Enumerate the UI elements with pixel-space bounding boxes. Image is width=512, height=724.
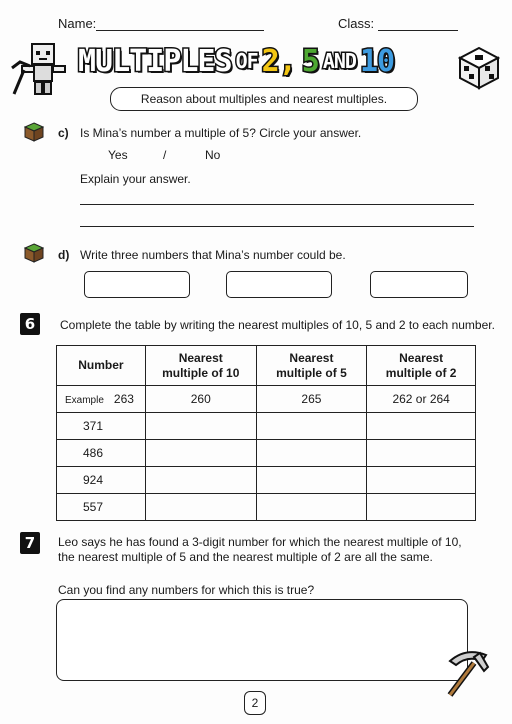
name-field[interactable] (96, 30, 264, 31)
question-6-badge: 6 (20, 313, 40, 335)
example-nearest-10: 260 (145, 386, 256, 413)
answer-box-3[interactable] (370, 271, 468, 298)
page-title (78, 42, 394, 80)
question-c-letter: c) (58, 126, 69, 140)
number-cell: 486 (57, 440, 146, 467)
number-cell: 924 (57, 467, 146, 494)
grass-block-icon (24, 243, 44, 263)
question-7-badge: 7 (20, 532, 40, 554)
cube-icon (458, 46, 500, 90)
table-header-row (57, 346, 476, 386)
question-d-letter: d) (58, 248, 70, 262)
title-number-10: 10 (359, 43, 395, 79)
answer-line-2[interactable] (80, 226, 474, 227)
title-word-of: OF (235, 49, 258, 73)
title-word-and: AND (322, 49, 356, 73)
pickaxe-icon (444, 647, 490, 699)
class-field[interactable] (378, 30, 458, 31)
table-row (57, 440, 476, 467)
example-nearest-2: 262 or 264 (367, 386, 476, 413)
answer-cell-nearest-2[interactable] (367, 413, 476, 440)
example-number-cell: Example 263 (57, 386, 146, 413)
answer-cell-nearest-5[interactable] (256, 467, 367, 494)
answer-separator: / (163, 148, 167, 162)
answer-cell-nearest-5[interactable] (256, 494, 367, 521)
column-header-nearest-10: Nearest multiple of 10 (145, 346, 256, 386)
question-d-text: Write three numbers that Mina’s number could be. (80, 248, 346, 262)
answer-cell-nearest-5[interactable] (256, 413, 367, 440)
answer-cell-nearest-2[interactable] (367, 440, 476, 467)
number-cell: 557 (57, 494, 146, 521)
answer-cell-nearest-10[interactable] (145, 494, 256, 521)
column-header-nearest-2: Nearest multiple of 2 (367, 346, 476, 386)
answer-cell-nearest-5[interactable] (256, 440, 367, 467)
question-c-text: Is Mina’s number a multiple of 5? Circle your answer. (80, 126, 362, 140)
answer-line-1[interactable] (80, 204, 474, 205)
answer-box-1[interactable] (84, 271, 190, 298)
table-row-example (57, 386, 476, 413)
table-row (57, 467, 476, 494)
question-7-text: Leo says he has found a 3-digit number for which the nearest multiple of 10, the nearest multiple of 5 and the nearest multiple of 2 are all the same. (58, 535, 462, 564)
answer-cell-nearest-10[interactable] (145, 440, 256, 467)
number-cell: 371 (57, 413, 146, 440)
class-label: Class: (338, 16, 375, 31)
answer-yes[interactable]: Yes (108, 148, 128, 162)
answer-cell-nearest-10[interactable] (145, 413, 256, 440)
answer-cell-nearest-10[interactable] (145, 467, 256, 494)
title-number-5: 5 (301, 43, 319, 79)
name-label: Name: (58, 16, 97, 31)
subtitle-banner: Reason about multiples and nearest multiples. (110, 87, 418, 111)
table-row (57, 494, 476, 521)
grass-block-icon (24, 122, 44, 142)
question-6-text: Complete the table by writing the nearest multiples of 10, 5 and 2 to each number. (60, 318, 495, 332)
table-row (57, 413, 476, 440)
question-7-prompt: Can you find any numbers for which this is true? (58, 583, 315, 597)
answer-cell-nearest-2[interactable] (367, 467, 476, 494)
example-nearest-5: 265 (256, 386, 367, 413)
answer-no[interactable]: No (205, 148, 221, 162)
column-header-number: Number (57, 346, 146, 386)
question-7-answer-box[interactable] (56, 599, 468, 681)
page-number: 2 (244, 691, 266, 715)
title-word-multiples: MULTIPLES (78, 43, 232, 79)
column-header-nearest-5: Nearest multiple of 5 (256, 346, 367, 386)
title-number-2: 2, (261, 43, 296, 79)
multiples-table (56, 345, 476, 521)
answer-cell-nearest-2[interactable] (367, 494, 476, 521)
blocky-character-icon (10, 40, 74, 98)
explain-label: Explain your answer. (80, 172, 191, 186)
answer-box-2[interactable] (226, 271, 332, 298)
